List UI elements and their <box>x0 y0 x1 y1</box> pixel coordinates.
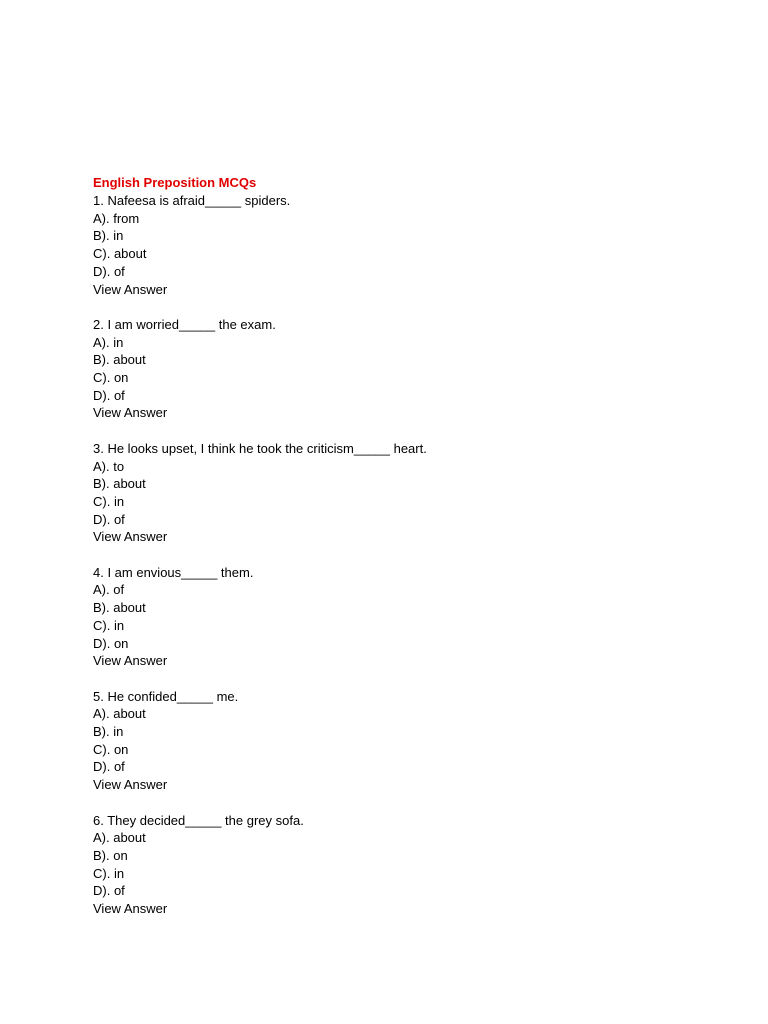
question-text: 6. They decided_____ the grey sofa. <box>93 812 304 828</box>
question-text: 2. I am worried_____ the exam. <box>93 316 276 332</box>
option-d: D). of <box>93 883 125 899</box>
option-b: B). about <box>93 352 146 368</box>
option-c: C). in <box>93 493 125 509</box>
question-6 <box>93 812 733 918</box>
option-a: A). about <box>93 830 146 846</box>
question-text: 3. He looks upset, I think he took the criticism_____ heart. <box>93 440 427 456</box>
option-c: C). about <box>93 246 147 262</box>
option-a: A). from <box>93 210 140 226</box>
question-3 <box>93 440 733 546</box>
option-c: C). on <box>93 370 129 386</box>
option-a: A). in <box>93 334 124 350</box>
option-b: B). about <box>93 476 146 492</box>
view-answer-link[interactable]: View Answer <box>93 529 168 545</box>
option-d: D). of <box>93 511 125 527</box>
option-c: C). on <box>93 741 129 757</box>
view-answer-link[interactable]: View Answer <box>93 777 168 793</box>
question-1 <box>93 192 733 298</box>
option-b: B). about <box>93 600 146 616</box>
question-5 <box>93 688 733 794</box>
document-page <box>93 174 733 935</box>
option-d: D). of <box>93 263 125 279</box>
view-answer-link[interactable]: View Answer <box>93 901 168 917</box>
page-title: English Preposition MCQs <box>93 175 257 190</box>
option-d: D). of <box>93 759 125 775</box>
question-text: 4. I am envious_____ them. <box>93 564 254 580</box>
question-text: 5. He confided_____ me. <box>93 688 239 704</box>
option-b: B). in <box>93 724 124 740</box>
question-4 <box>93 564 733 670</box>
question-text: 1. Nafeesa is afraid_____ spiders. <box>93 193 291 208</box>
option-b: B). in <box>93 228 124 244</box>
option-d: D). of <box>93 387 125 403</box>
option-c: C). in <box>93 865 125 881</box>
option-b: B). on <box>93 847 128 863</box>
question-2 <box>93 316 733 422</box>
option-a: A). about <box>93 706 146 722</box>
view-answer-link[interactable]: View Answer <box>93 653 168 669</box>
option-d: D). on <box>93 635 129 651</box>
option-a: A). to <box>93 458 125 474</box>
option-c: C). in <box>93 617 125 633</box>
view-answer-link[interactable]: View Answer <box>93 405 168 421</box>
option-a: A). of <box>93 582 125 598</box>
view-answer-link[interactable]: View Answer <box>93 281 168 297</box>
